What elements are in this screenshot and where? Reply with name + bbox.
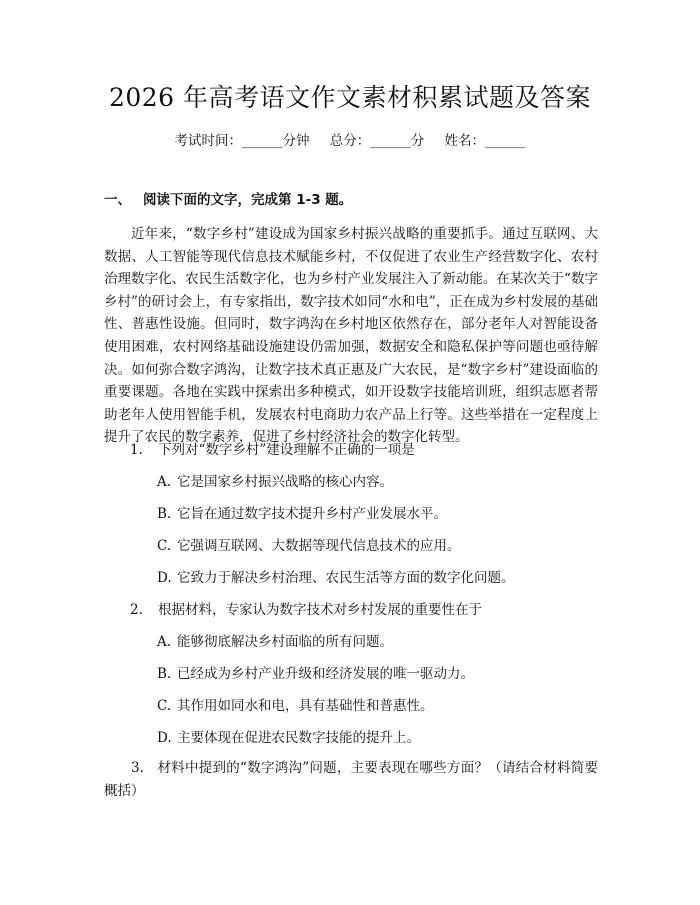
question-number: 1. xyxy=(130,442,143,458)
section-number: 一、 xyxy=(104,192,131,208)
option-text: 其作用如同水和电，具有基础性和普惠性。 xyxy=(177,698,434,714)
question-3 xyxy=(104,757,598,802)
option-text: 已经成为乡村产业升级和经济发展的唯一驱动力。 xyxy=(177,666,474,682)
option-letter: C. xyxy=(157,538,172,554)
question-stem: 下列对“数字乡村”建设理解不正确的一项是 xyxy=(158,442,415,458)
q1-option-d xyxy=(157,568,597,588)
question-1 xyxy=(130,440,598,460)
name-label: 姓名： xyxy=(444,133,486,149)
q1-option-b xyxy=(157,504,597,524)
q2-option-b xyxy=(157,664,597,684)
question-stem: 材料中提到的“数字鸿沟”问题，主要表现在哪些方面？（请结合材料简要概括） xyxy=(104,760,598,799)
name-blank: ______ xyxy=(485,133,526,149)
time-unit: 分钟 xyxy=(282,133,310,149)
option-text: 它是国家乡村振兴战略的核心内容。 xyxy=(177,474,393,490)
q2-option-a xyxy=(157,632,597,652)
q1-option-a xyxy=(157,472,597,492)
option-text: 它旨在通过数字技术提升乡村产业发展水平。 xyxy=(177,506,447,522)
time-label: 考试时间： xyxy=(174,133,242,149)
reading-passage: 近年来，“数字乡村”建设成为国家乡村振兴战略的重要抓手。通过互联网、大数据、人工智能等现代信息技术赋能乡村，不仅促进了农业生产经营数字化、农村治理数字化、农民生活数字化，也为乡村产业发展注入了新动能。在某次关于“数字乡村”的研讨会上，有专家指出，数字技术如同“水和电”，正在成为乡村发展的基础性、普惠性设施。但同时，数字鸿沟在乡村地区依然存在，部分老年人对智能设备使用困难，农村网络基础设施建设仍需加强，数据安全和隐私保护等问题也亟待解决。如何弥合数字鸿沟，让数字技术真正惠及广大农民，是“数字乡村”建设面临的重要课题。各地在实践中探索出多种模式，如开设数字技能培训班，组织志愿者帮助老年人使用智能手机，发展农村电商助力农产品上行等。这些举措在一定程度上提升了农民的数字素养，促进了乡村经济社会的数字化转型。 xyxy=(104,226,598,446)
question-2 xyxy=(130,600,598,620)
question-number: 3. xyxy=(131,760,144,776)
score-unit: 分 xyxy=(410,133,425,149)
q1-option-c xyxy=(157,536,597,556)
q2-option-d xyxy=(157,728,597,748)
time-field xyxy=(174,133,313,149)
option-letter: D. xyxy=(157,730,172,746)
section-heading xyxy=(104,190,352,210)
exam-info-line xyxy=(0,131,700,151)
time-blank: ______ xyxy=(241,133,283,149)
page-title: 2026 年高考语文作文素材积累试题及答案 xyxy=(108,83,592,112)
score-label: 总分： xyxy=(329,133,371,149)
option-text: 它强调互联网、大数据等现代信息技术的应用。 xyxy=(177,538,461,554)
section-heading-text: 阅读下面的文字，完成第 1-3 题。 xyxy=(143,192,353,208)
option-letter: B. xyxy=(157,506,172,522)
option-letter: B. xyxy=(157,666,172,682)
option-text: 它致力于解决乡村治理、农民生活等方面的数字化问题。 xyxy=(177,570,515,586)
score-blank: ______ xyxy=(370,133,411,149)
option-letter: A. xyxy=(157,474,172,490)
option-letter: D. xyxy=(157,570,172,586)
question-number: 2. xyxy=(130,602,143,618)
q2-option-c xyxy=(157,696,597,716)
option-letter: A. xyxy=(157,634,172,650)
name-field xyxy=(445,133,526,149)
option-letter: C. xyxy=(157,698,172,714)
option-text: 主要体现在促进农民数字技能的提升上。 xyxy=(177,730,420,746)
option-text: 能够彻底解决乡村面临的所有问题。 xyxy=(177,634,393,650)
question-stem: 根据材料，专家认为数字技术对乡村发展的重要性在于 xyxy=(158,602,482,618)
score-field xyxy=(330,133,429,149)
